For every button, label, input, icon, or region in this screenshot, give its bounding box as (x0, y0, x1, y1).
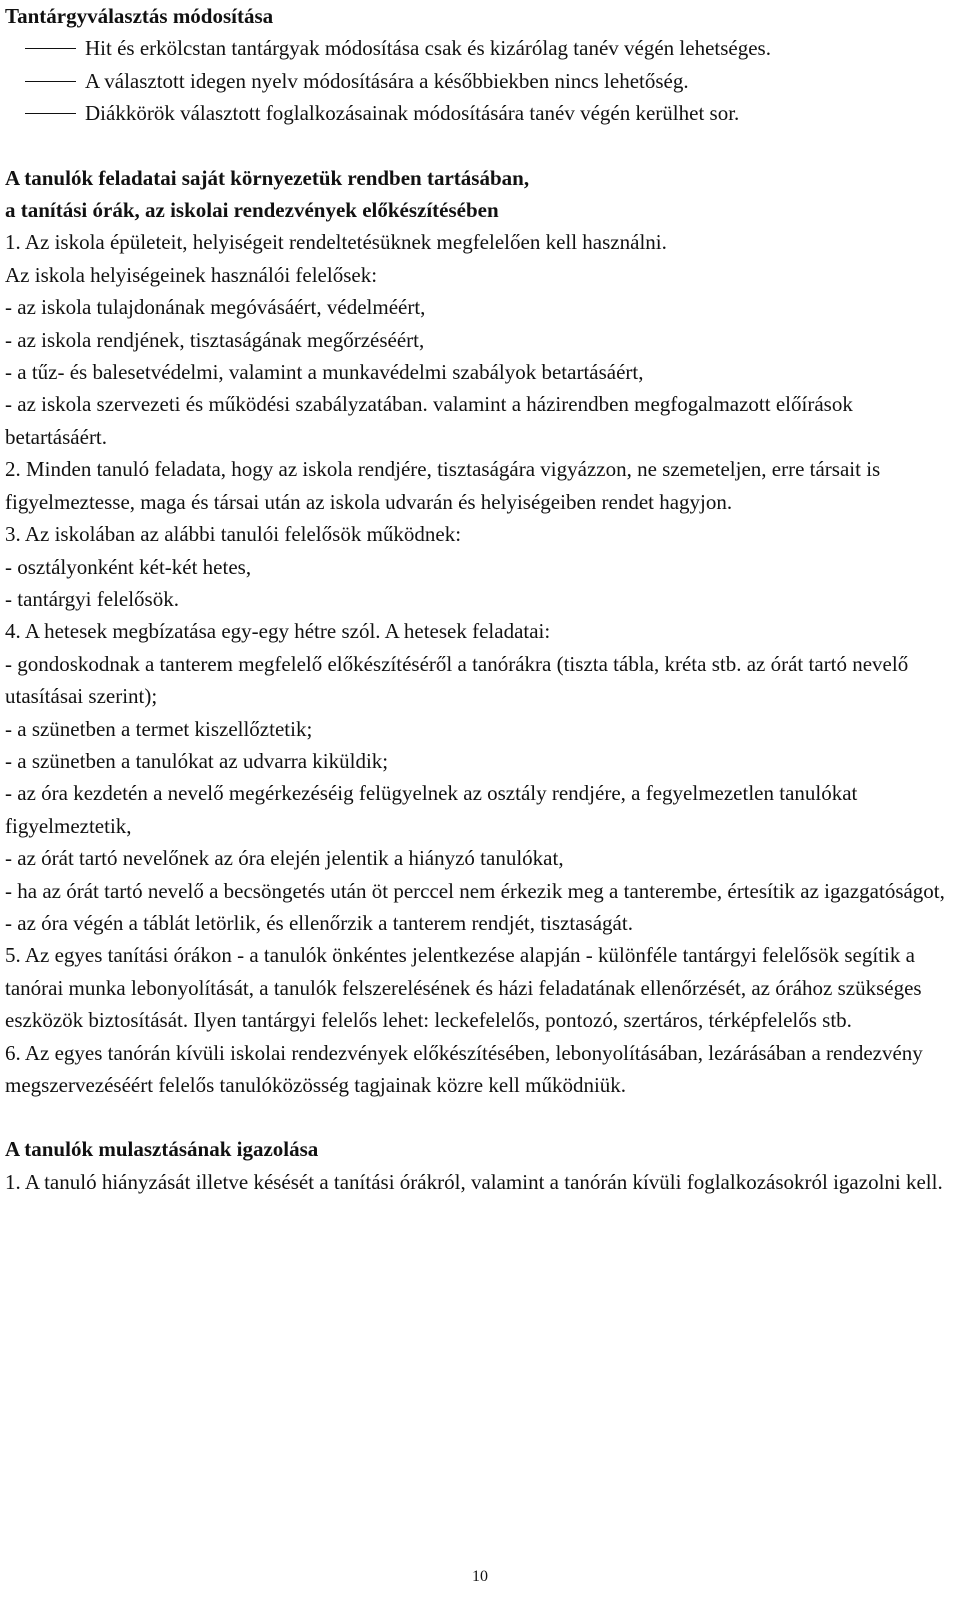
list-item (5, 97, 955, 129)
paragraph: 1. Az iskola épületeit, helyiségeit rendeltetésüknek megfelelően kell használni. (5, 230, 667, 255)
list-item (5, 32, 955, 64)
paragraph-spacer (5, 1101, 955, 1133)
dash-bullet-icon (25, 81, 76, 82)
paragraph: Az iskola helyiségeinek használói felelősek: (5, 262, 378, 287)
paragraph: 5. Az egyes tanítási órákon - a tanulók önkéntes jelentkezése alapján - különféle tantárgyi felelősök segítik a tanórai munka lebonyolítását, a tanulók felszerelésének és házi feladatának ellenőrzését, az órához szükséges eszközök biztosítását. Ilyen tantárgyi felelős lehet: leckefelelős, pontozó, szertáros, térképfelelős stb. (5, 943, 922, 1033)
section-title-tantargyvalasztas: Tantárgyválasztás módosítása (5, 4, 274, 28)
paragraph: - az iskola rendjének, tisztaságának megőrzéséért, (5, 327, 425, 352)
paragraph: - az óra végén a táblát letörlik, és ellenőrzik a tanterem rendjét, tisztaságát. (5, 910, 633, 935)
paragraph: - az iskola szervezeti és működési szabályzatában. valamint a házirendben megfogalmazott előírások betartásáért. (5, 392, 853, 449)
list-item (5, 65, 955, 97)
paragraph-spacer (5, 130, 955, 162)
section-title-mulasztas: A tanulók mulasztásának igazolása (5, 1137, 319, 1162)
paragraph: - tantárgyi felelősök. (5, 586, 179, 611)
list-item-text: Diákkörök választott foglalkozásainak módosítására tanév végén kerülhet sor. (85, 101, 740, 126)
section-title-tanulok-feladatai-line1: A tanulók feladatai saját környezetük rendben tartásában, (5, 165, 530, 190)
paragraph: - gondoskodnak a tanterem megfelelő előkészítéséről a tanórákra (tiszta tábla, kréta stb. az órát tartó nevelő utasításai szerint); (5, 651, 909, 709)
paragraph: - a tűz- és balesetvédelmi, valamint a munkavédelmi szabályok betartásáért, (5, 360, 644, 385)
paragraph: 6. Az egyes tanórán kívüli iskolai rendezvények előkészítésében, lebonyolításában, lezárásában a rendezvény megszervezéséért felelős tanulóközösség tagjainak közre kell működniük. (5, 1040, 923, 1097)
paragraph: 3. Az iskolában az alábbi tanulói felelősök működnek: (5, 522, 462, 547)
paragraph: - az óra kezdetén a nevelő megérkezéséig felügyelnek az osztály rendjére, a fegyelmezetlen tanulókat figyelmeztetik, (5, 781, 858, 838)
document-page (5, 0, 955, 1198)
list-item-text: A választott idegen nyelv módosítására a későbbiekben nincs lehetőség. (85, 68, 689, 93)
section-title-tanulok-feladatai-line2: a tanítási órák, az iskolai rendezvények előkészítésében (5, 198, 499, 223)
paragraph: - az órát tartó nevelőnek az óra elején jelentik a hiányzó tanulókat, (5, 846, 564, 871)
list-item-text: Hit és erkölcstan tantárgyak módosítása csak és kizárólag tanév végén lehetséges. (85, 36, 771, 61)
dash-bullet-icon (25, 113, 76, 114)
paragraph: - osztályonként két-két hetes, (5, 554, 252, 579)
paragraph: - az iskola tulajdonának megóvásáért, védelméért, (5, 295, 426, 320)
paragraph: - a szünetben a tanulókat az udvarra kiküldik; (5, 748, 389, 773)
paragraph: 2. Minden tanuló feladata, hogy az iskola rendjére, tisztaságára vigyázzon, ne szemeteljen, erre társait is figyelmeztesse, maga és társai után az iskola udvarán és helyiségeiben rendet hagyjon. (5, 457, 881, 514)
paragraph: - ha az órát tartó nevelő a becsöngetés után öt perccel nem érkezik meg a tanterembe, értesítik az igazgatóságot, (5, 878, 945, 903)
dash-bullet-icon (25, 48, 76, 49)
paragraph: 1. A tanuló hiányzását illetve késését a tanítási órákról, valamint a tanórán kívüli foglalkozásokról igazolni kell. (5, 1169, 943, 1194)
page-number: 10 (472, 1568, 488, 1585)
paragraph: - a szünetben a termet kiszellőztetik; (5, 716, 313, 741)
paragraph: 4. A hetesek megbízatása egy-egy hétre szól. A hetesek feladatai: (5, 619, 551, 644)
